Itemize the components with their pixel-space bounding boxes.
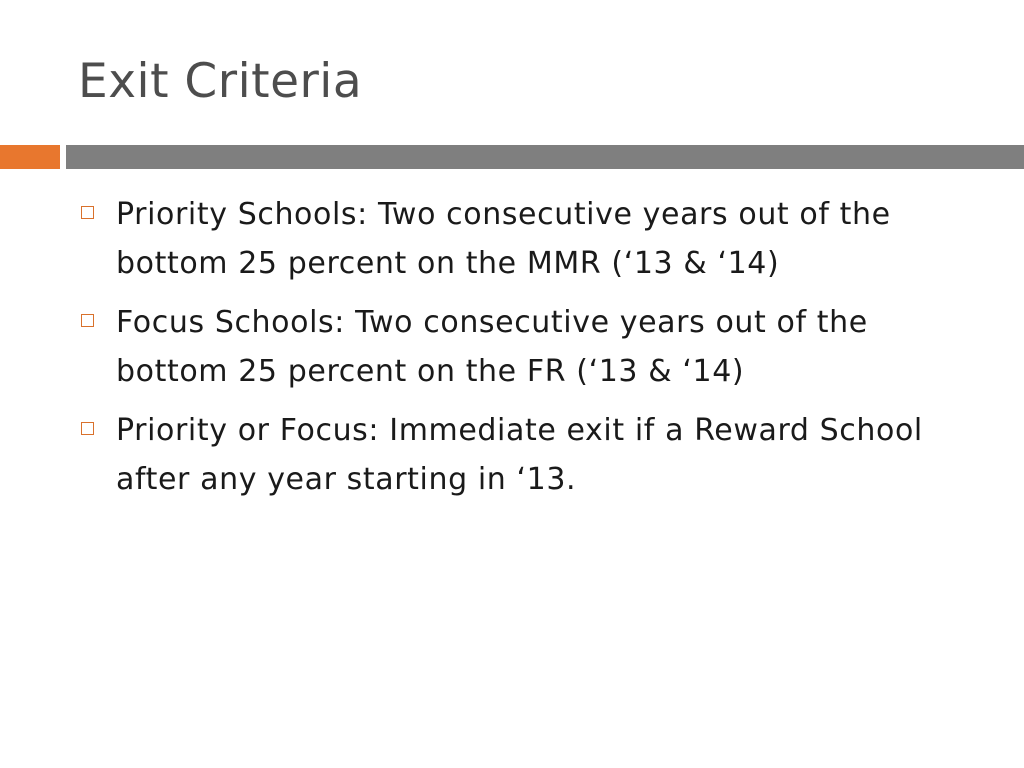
hollow-square-bullet-icon — [81, 206, 94, 219]
bullet-text: Priority Schools: Two consecutive years out of the bottom 25 percent on the MMR (‘13 & ‘14) — [116, 197, 891, 281]
title-rule-bar — [66, 145, 1024, 169]
bullet-item — [78, 406, 978, 504]
bullet-item — [78, 298, 978, 396]
bullet-text: Focus Schools: Two consecutive years out of the bottom 25 percent on the FR (‘13 & ‘14) — [116, 305, 868, 389]
bullet-text: Priority or Focus: Immediate exit if a Reward School after any year starting in ‘13. — [116, 413, 923, 497]
hollow-square-bullet-icon — [81, 422, 94, 435]
hollow-square-bullet-icon — [81, 314, 94, 327]
slide-title: Exit Criteria — [78, 54, 363, 109]
bullet-item — [78, 190, 978, 288]
bullet-list — [78, 190, 978, 514]
accent-bar — [0, 145, 60, 169]
